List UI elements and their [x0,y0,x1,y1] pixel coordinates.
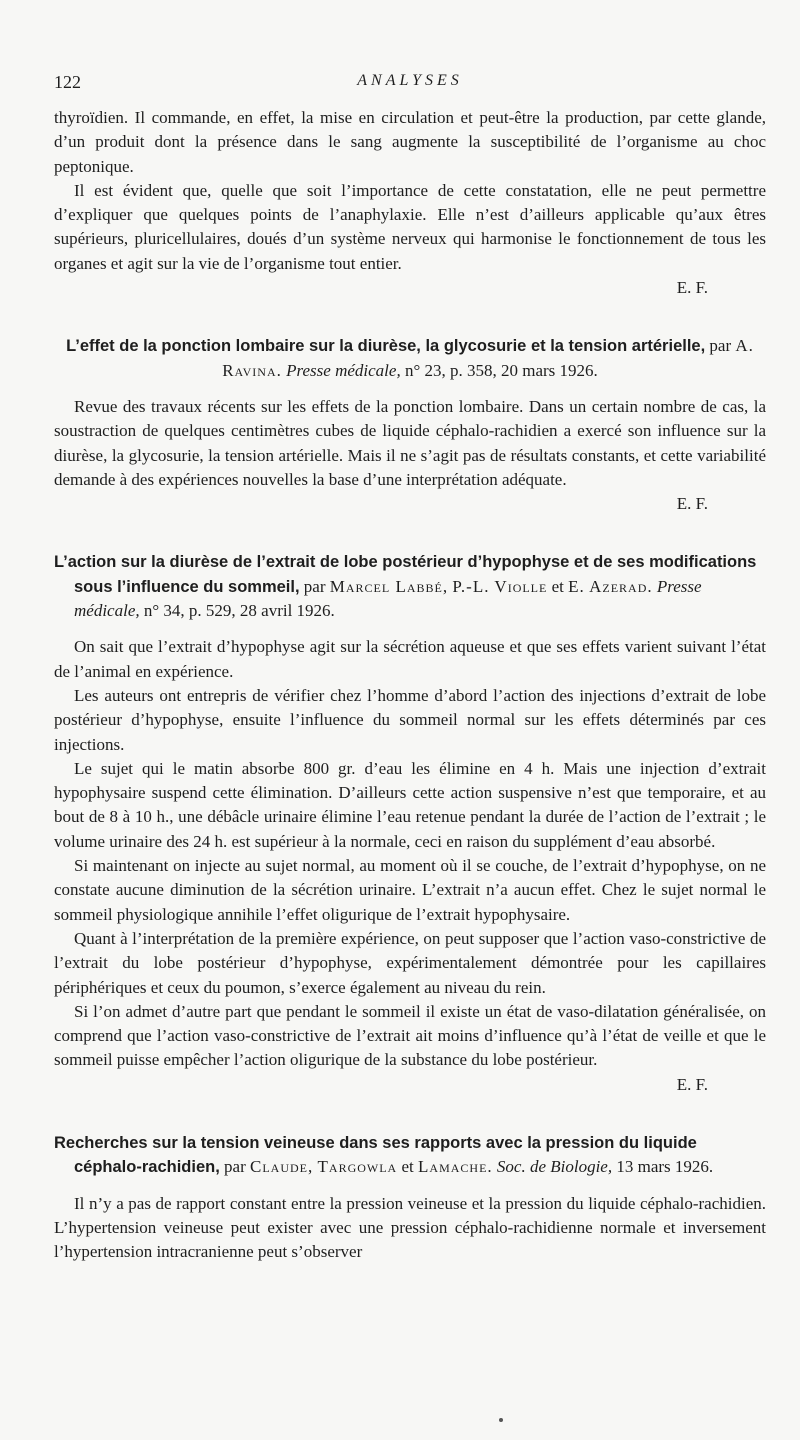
author: P.-L. Violle [452,576,548,596]
author: Claude, [250,1157,314,1177]
article-ponction-lombaire [54,334,766,516]
page [54,72,766,1264]
author: E. Azerad. [568,576,653,596]
and-word: et [551,576,564,596]
article-title: L’effet de la ponction lombaire sur la diurèse, la glycosurie et la tension artérielle, [66,337,706,356]
article-heading [54,1131,766,1180]
by-word: par [303,576,326,596]
signature: E. F. [676,494,708,514]
paragraph: Revue des travaux récents sur les effets de la ponction lombaire. Dans un certain nombre de cas, la soustraction de quelques centimètres cubes de liquide céphalo-rachidien a exercé son influence sur la diurèse, la glycosurie, la tension artérielle. Mais il ne s’agit pas de résultats constants, et cette variabilité demande à des expériences nouvelles la base d’une interprétation adéquate. [54,396,766,489]
paragraph: Les auteurs ont entrepris de vérifier chez l’homme d’abord l’action des injections d’extrait de lobe postérieur d’hypophyse, ensuite l’influence du sommeil normal sur les effets déterminés par ces injections. [54,685,766,754]
journal: Soc. de Biologie, [496,1157,613,1177]
journal: Presse médicale, [286,360,401,380]
author: Targowla [317,1157,398,1177]
article-heading [54,550,766,623]
paragraph: Il n’y a pas de rapport constant entre la pression veineuse et la pression du liquide céphalo-rachidien. L’hypertension veineuse peut exister avec une pression céphalo-rachidienne normale et inversement l’hypertension intracranienne peut s’observer [54,1193,766,1262]
paragraph: Quant à l’interprétation de la première expérience, on peut supposer que l’action vaso-constrictive de l’extrait du lobe postérieur d’hypophyse, expérimentalement démontrée pour les capillaires périphériques et ceux du poumon, s’exerce également au niveau du rein. [54,928,766,997]
citation: n° 23, p. 358, 20 mars 1926. [404,360,598,380]
signature: E. F. [676,1074,708,1094]
citation: n° 34, p. 529, 28 avril 1926. [143,601,335,621]
by-word: par [709,336,732,356]
and-word: et [401,1157,414,1177]
paragraph: On sait que l’extrait d’hypophyse agit sur la sécrétion aqueuse et que ses effets varient suivant l’état de l’animal en expérience. [54,637,766,681]
paragraph: Si maintenant on injecte au sujet normal, au moment où il se couche, de l’extrait d’hypophyse, on ne constate aucune diminution de la sécrétion urinaire. L’extrait n’a aucun effet. Chez le sujet normal le sommeil physiologique annihile l’effet oligurique de l’extrait hypophysaire. [54,856,766,924]
article-heading [54,334,766,383]
citation: 13 mars 1926. [616,1157,714,1177]
ink-speck [499,1418,503,1422]
paragraph: thyroïdien. Il commande, en effet, la mise en circulation et peut-être la production, par cette glande, d’un produit dont la présence dans le sang augmente la susceptibilité de l’organisme au choc peptonique. [54,108,766,176]
paragraph: Si l’on admet d’autre part que pendant le sommeil il existe un état de vaso-dilatation généralisée, on comprend que l’action vaso-constrictive de l’extrait ait moins d’influence qu’à l’état de veille et que le sommeil puisse empêcher l’action oligurique de la substance du lobe postérieur. [54,1001,766,1070]
first-section [54,106,766,300]
signature: E. F. [676,278,708,298]
page-number: 122 [54,72,81,92]
paragraph: Le sujet qui le matin absorbe 800 gr. d’eau les élimine en 4 h. Mais une injection d’extrait hypophysaire suspend cette élimination. D’ailleurs cette action suspensive n’est que temporaire, et au bout de 8 à 10 h., une débâcle urinaire élimine l’eau retenue pendant la durée de l’action de l’extrait ; le volume urinaire des 24 h. est supérieur à la normale, ceci en raison du supplément d’eau absorbé. [54,758,766,851]
article-hypophyse [54,550,766,1097]
author: Lamache. [418,1157,493,1177]
running-title: ANALYSES [357,72,463,89]
author: Marcel Labbé, [329,576,449,596]
by-word: par [224,1157,246,1177]
paragraph: Il est évident que, quelle que soit l’importance de cette constatation, elle ne peut permettre d’expliquer que quelques points de l’anaphylaxie. Elle n’est d’ailleurs applicable qu’aux êtres supérieurs, pluricellulaires, doués d’un système nerveux qui harmonise le fonctionnement de tous les organes et agit sur la vie de l’organisme tout entier. [54,180,766,273]
article-title: L’action sur la diurèse de l’extrait de lobe postérieur d’hypophyse et de ses modifications sous l’influence du sommeil, [54,553,757,596]
journal: Presse médicale, [74,576,702,621]
author: A. Ravina. [222,336,754,380]
article-tension-veineuse [54,1131,766,1264]
article-title: Recherches sur la tension veineuse dans ses rapports avec la pression du liquide céphalo-rachidien, [54,1133,697,1177]
page-header [54,72,766,106]
